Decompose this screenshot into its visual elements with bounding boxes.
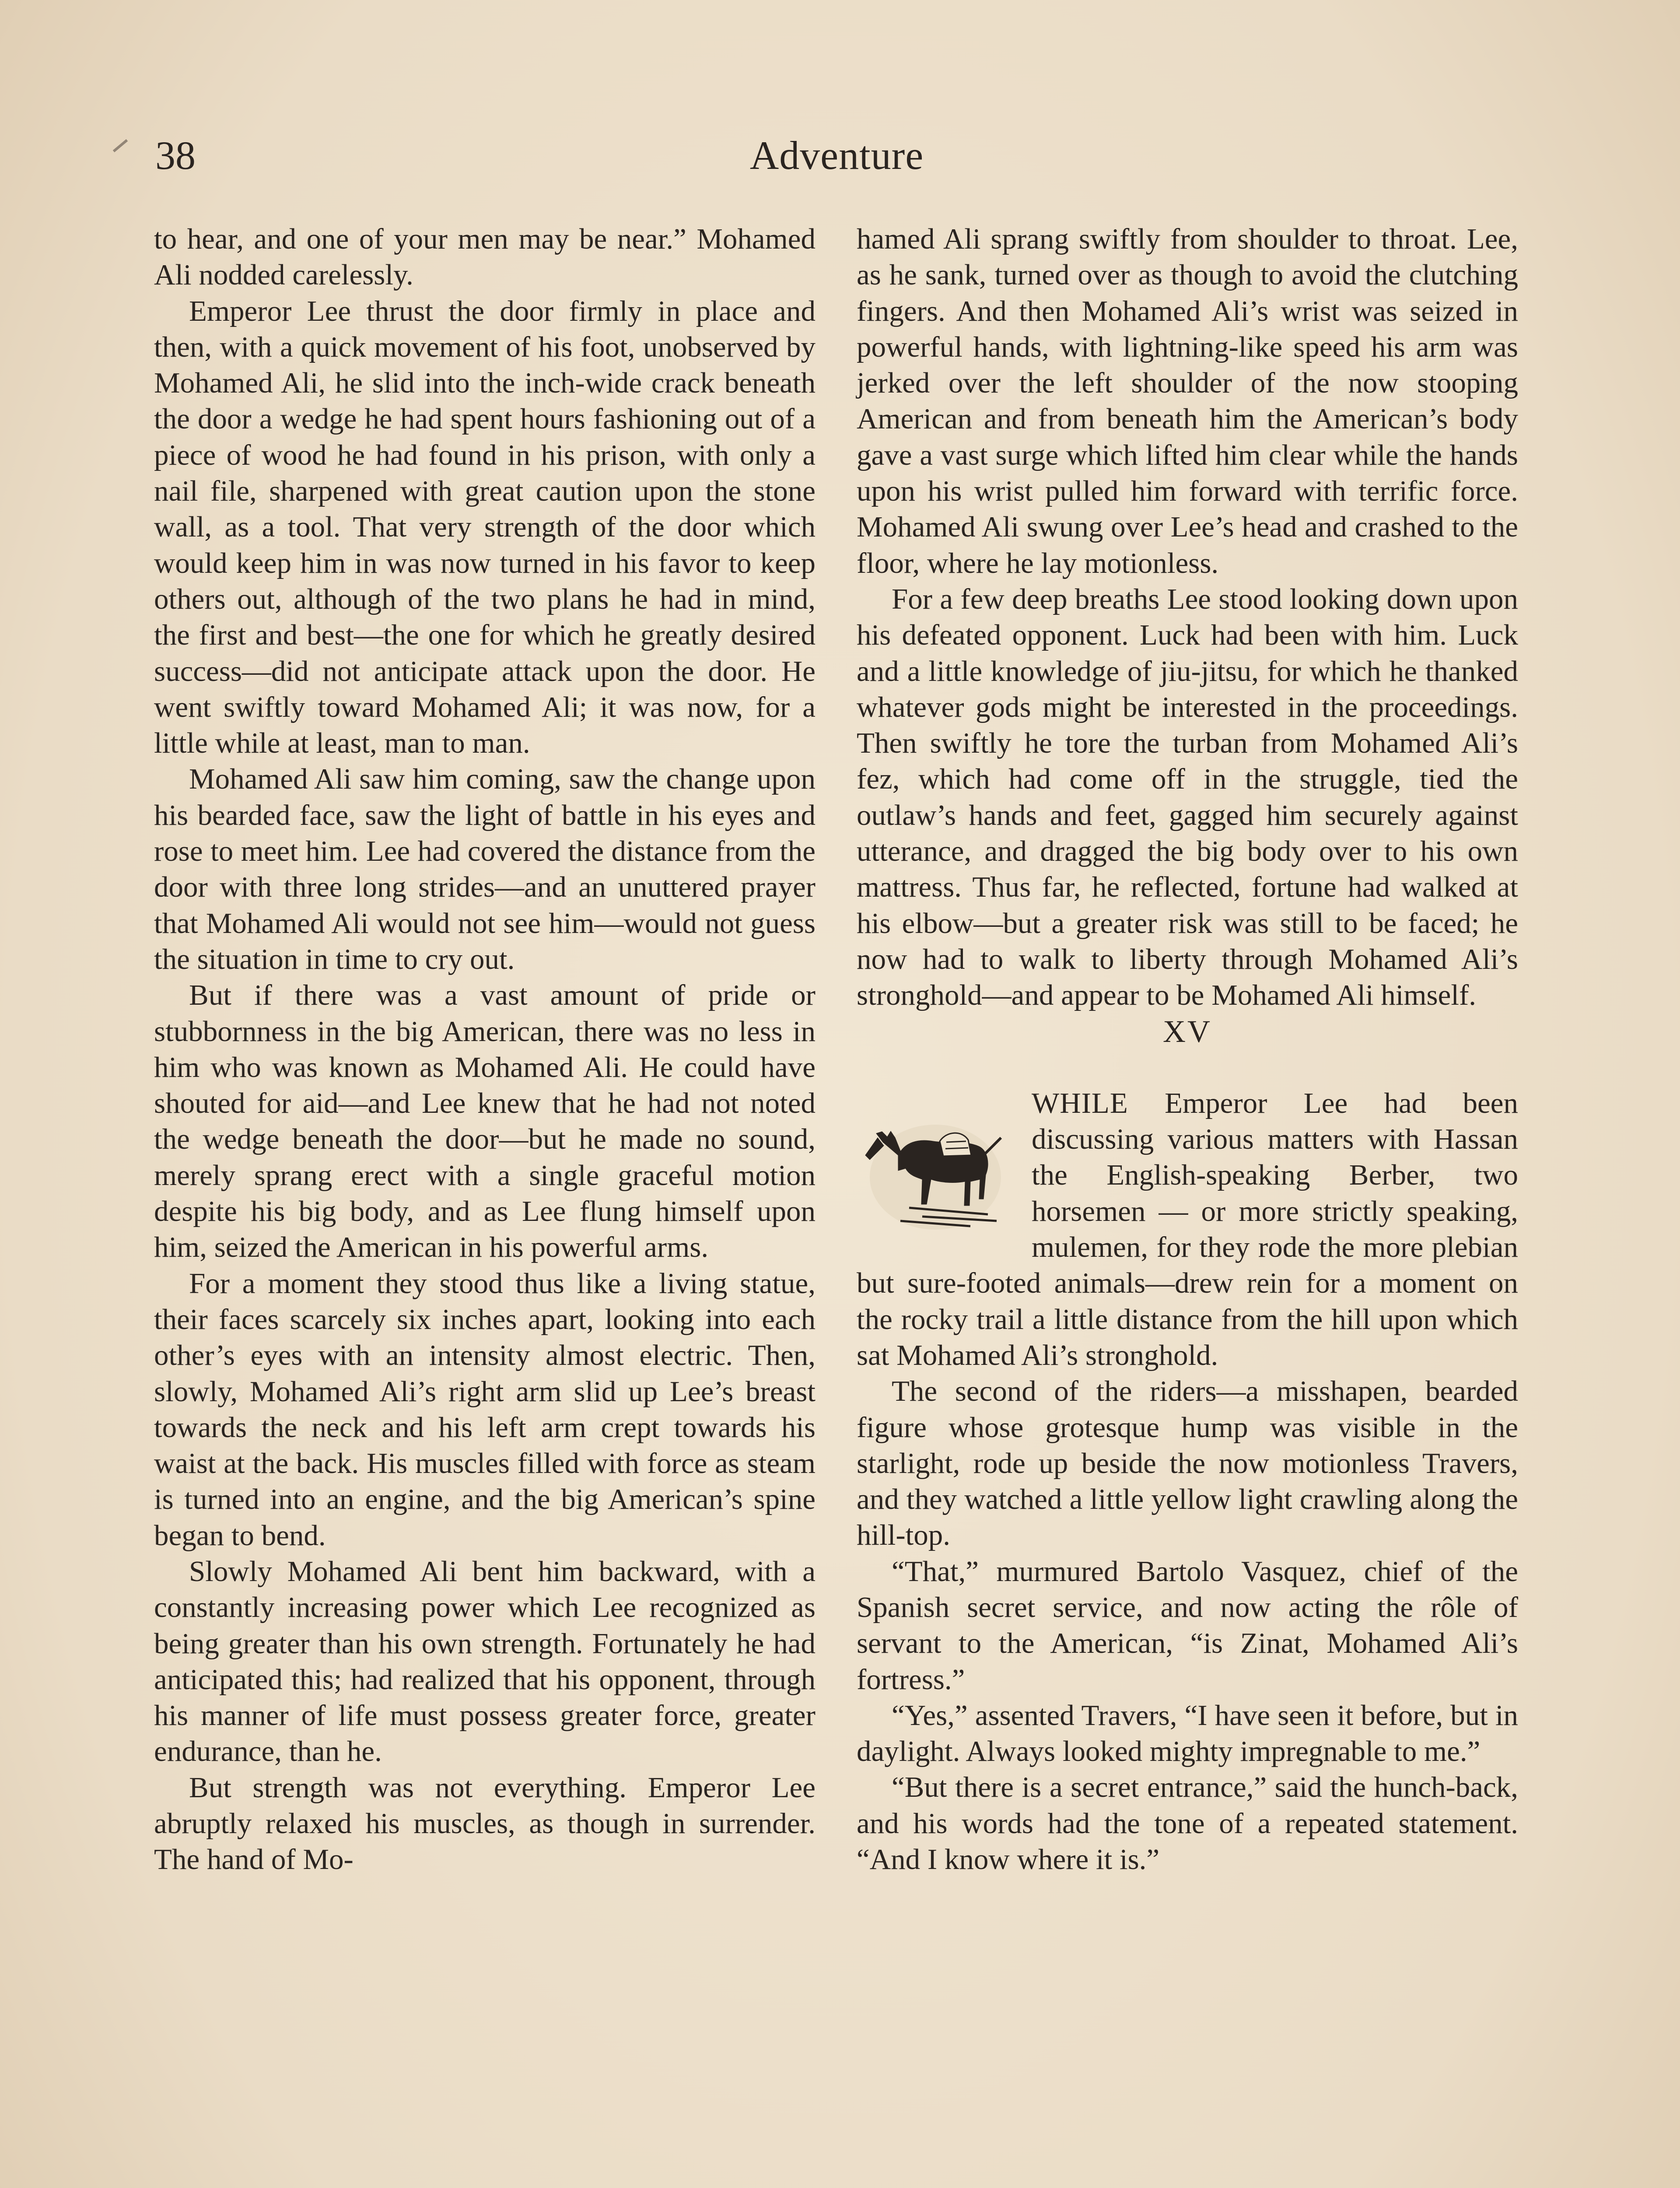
section-heading: XV xyxy=(1163,1013,1212,1049)
paragraph: “But there is a secret entrance,” said the hunch-back, and his words had the tone of a repeated statement. “And I know where it is.” xyxy=(857,1771,1518,1876)
paragraph: “Yes,” assented Travers, “I have seen it before, but in daylight. Always looked mighty impregnable to me.” xyxy=(857,1699,1518,1768)
mule-illustration xyxy=(857,1090,1014,1238)
page-header xyxy=(155,127,1518,184)
paragraph: to hear, and one of your men may be near.” Mohamed Ali nodded carelessly. xyxy=(154,223,816,291)
paragraph: For a moment they stood thus like a living statue, their faces scarcely six inches apart, looking into each other’s eyes with an intensity almost electric. Then, slowly, Mohamed Ali’s right arm slid up Lee’s breast towards the neck and his left arm crept towards his waist at the back. His muscles filled with force as steam is turned into an engine, and the big American’s spine began to bend. xyxy=(154,1267,816,1552)
page-number: 38 xyxy=(155,133,196,178)
right-column xyxy=(857,221,1518,1877)
paragraph: Emperor Lee thrust the door firmly in place and then, with a quick movement of his foot, unobserved by Mohamed Ali, he slid into the inch-wide crack beneath the door a wedge he had spent hours fashioning out of a piece of wood he had found in his prison, with only a nail file, sharpened with great caution upon the stone wall, as a tool. That very strength of the door which would keep him in was now turned in his favor to keep others out, although of the two plans he had in mind, the first and best—the one for which he greatly desired success—did not anticipate attack upon the door. He went swiftly toward Mohamed Ali; it was now, for a little while at least, man to man. xyxy=(154,295,816,760)
corner-mark xyxy=(113,139,128,152)
opening-text: Emperor Lee had been discussing various matters with Hassan the English-speaking Berber, two horsemen — or more strictly speaking, mulemen, for they rode the more plebian but sure-footed animals—drew rein for a moment on the rocky trail a little distance from the hill upon which sat Mohamed Ali’s stronghold. xyxy=(857,1087,1518,1371)
opening-word: WHILE xyxy=(1032,1087,1128,1119)
paragraph: But if there was a vast amount of pride or stubbornness in the big American, there was no less in him who was known as Mohamed Ali. He could have shouted for aid—and Lee knew that he had not noted the wedge beneath the door—but he made no sound, merely sprang erect with a single graceful motion despite his big body, and as Lee flung himself upon him, seized the American in his powerful arms. xyxy=(154,979,816,1264)
paragraph: But strength was not everything. Emperor Lee abruptly relaxed his muscles, as though in surrender. The hand of Mo- xyxy=(154,1771,816,1876)
paragraph: The second of the riders—a misshapen, bearded figure whose grotesque hump was visible in the starlight, rode up beside the now motionless Travers, and they watched a little yellow light crawling along the hill-top. xyxy=(857,1375,1518,1552)
paragraph: Slowly Mohamed Ali bent him backward, with a constantly increasing power which Lee recognized as being greater than his own strength. Fortunately he had anticipated this; had realized that his opponent, through his manner of life must possess greater force, greater endurance, than he. xyxy=(154,1555,816,1768)
paragraph: Mohamed Ali saw him coming, saw the change upon his bearded face, saw the light of battle in his eyes and rose to meet him. Lee had covered the distance from the door with three long strides—and an unuttered prayer that Mohamed Ali would not see him—would not guess the situation in time to cry out. xyxy=(154,763,816,975)
paragraph: “That,” murmured Bartolo Vasquez, chief of the Spanish secret service, and now acting the rôle of servant to the American, “is Zinat, Mohamed Ali’s fortress.” xyxy=(857,1555,1518,1696)
running-title: Adventure xyxy=(749,133,924,178)
text-columns xyxy=(154,221,1522,2188)
left-column xyxy=(154,221,816,1878)
paragraph: For a few deep breaths Lee stood looking down upon his defeated opponent. Luck had been with him. Luck and a little knowledge of jiu-jitsu, for which he thanked whatever gods might be interested in the proceedings. Then swiftly he tore the turban from Mohamed Ali’s fez, which had come off in the struggle, tied the outlaw’s hands and feet, gagged him securely against utterance, and dragged the big body over to his own mattress. Thus far, he reflected, fortune had walked at his elbow—but a greater risk was still to be faced; he now had to walk to liberty through Mohamed Ali’s stronghold—and appear to be Mohamed Ali himself. xyxy=(857,582,1518,1012)
paragraph: hamed Ali sprang swiftly from shoulder to throat. Lee, as he sank, turned over as though to avoid the clutching fingers. And then Mohamed Ali’s wrist was seized in powerful hands, with lightning-like speed his arm was jerked over the left shoulder of the now stooping American and from beneath him the American’s body gave a vast surge which lifted him clear while the hands upon his wrist pulled him forward with terrific force. Mohamed Ali swung over Lee’s head and crashed to the floor, where he lay motionless. xyxy=(857,223,1518,579)
section-opening-paragraph xyxy=(857,1085,1518,1373)
